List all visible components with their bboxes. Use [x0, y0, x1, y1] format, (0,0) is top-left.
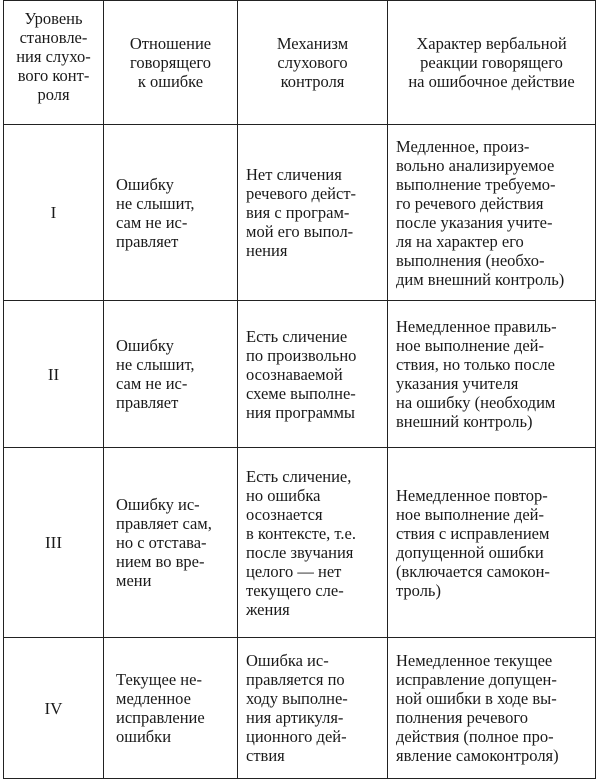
attitude-line: но с отстава-: [116, 533, 207, 552]
character-line: ствия, но только после: [396, 355, 555, 374]
header-character: [388, 1, 596, 125]
mechanism-line: целого — нет: [246, 561, 342, 581]
mechanism-line: осознаваемой: [246, 364, 343, 384]
character-line: дим внешний контроль): [396, 269, 565, 289]
mechanism-line: ствия: [246, 746, 285, 765]
character-line: выполнение требуемо-: [396, 174, 556, 194]
table-row: [4, 638, 596, 779]
character-line: ное выполнение дей-: [396, 336, 545, 355]
attitude-line: правляет: [116, 231, 179, 251]
mechanism-line: по произвольно: [246, 345, 357, 365]
auditory-control-table: [3, 0, 596, 779]
character-line: на ошибку (необходим: [396, 393, 556, 412]
header-level-line: становле-: [19, 28, 88, 47]
level-cell: [4, 301, 104, 448]
character-line: (включается самокон-: [396, 561, 550, 581]
mechanism-line: но ошибка: [246, 485, 321, 505]
character-line: ля на характер его: [396, 231, 524, 251]
character-line: исправление допущен-: [396, 670, 557, 689]
mechanism-line: ния артикуля-: [246, 708, 344, 727]
character-line: Немедленное текущее: [396, 651, 553, 670]
character-cell: [388, 638, 596, 779]
mechanism-line: мой его выпол-: [246, 222, 354, 241]
attitude-cell: [104, 448, 238, 638]
attitude-line: Ошибку: [116, 174, 174, 194]
attitude-line: сам не ис-: [116, 212, 188, 232]
mechanism-cell: [238, 448, 388, 638]
table-row: [4, 301, 596, 448]
character-line: вольно анализируемое: [396, 155, 555, 175]
level-label: I: [50, 203, 57, 222]
character-line: явление самоконтроля): [396, 746, 559, 765]
character-line: допущенной ошибки: [396, 542, 544, 562]
character-line: ной ошибки в ходе вы-: [396, 689, 557, 708]
character-line: ное выполнение дей-: [396, 504, 545, 524]
header-row: [4, 1, 596, 125]
header-attitude-line: к ошибке: [137, 72, 204, 91]
mechanism-cell: [238, 301, 388, 448]
mechanism-line: нения: [246, 241, 288, 260]
mechanism-cell: [238, 638, 388, 779]
mechanism-line: Ошибка ис-: [246, 651, 329, 670]
attitude-cell: [104, 125, 238, 301]
mechanism-line: правляется по: [246, 670, 345, 689]
mechanism-line: после звучания: [246, 542, 354, 562]
mechanism-line: Есть сличение: [246, 326, 348, 346]
mechanism-line: схеме выполне-: [246, 383, 356, 403]
attitude-cell: [104, 638, 238, 779]
mechanism-line: ционного дей-: [246, 727, 347, 746]
mechanism-line: Есть сличение,: [246, 466, 352, 486]
auditory-control-table-container: [3, 0, 595, 778]
header-attitude-line: Отношение: [129, 34, 212, 53]
header-level-line: роля: [37, 85, 70, 104]
mechanism-line: ния программы: [246, 402, 356, 422]
header-attitude-line: говорящего: [129, 53, 211, 72]
header-level-line: ния слухо-: [16, 47, 91, 66]
attitude-line: ошибки: [116, 727, 172, 746]
header-attitude: [104, 1, 238, 125]
character-line: ствия с исправлением: [396, 523, 550, 543]
character-line: Немедленное повтор-: [396, 485, 548, 505]
attitude-line: правляет сам,: [116, 514, 212, 533]
attitude-line: правляет: [116, 393, 179, 412]
table-row: [4, 448, 596, 638]
header-level: [4, 1, 104, 125]
mechanism-cell: [238, 125, 388, 301]
attitude-line: не слышит,: [116, 193, 195, 213]
mechanism-line: в контексте, т.е.: [246, 523, 356, 543]
header-mechanism: [238, 1, 388, 125]
attitude-line: мени: [116, 571, 152, 590]
character-line: Немедленное правиль-: [396, 317, 557, 336]
character-line: выполнения (необхо-: [396, 250, 545, 270]
header-character-line: на ошибочное действие: [408, 72, 575, 91]
mechanism-line: жения: [246, 599, 290, 619]
level-cell: [4, 448, 104, 638]
attitude-line: исправление: [116, 708, 205, 727]
header-mechanism-line: контроля: [280, 72, 345, 91]
character-line: указания учителя: [396, 374, 519, 393]
level-label: III: [45, 533, 62, 552]
header-mechanism-line: Механизм: [276, 34, 349, 53]
mechanism-line: осознается: [246, 504, 323, 524]
mechanism-line: вия с програм-: [246, 203, 350, 222]
character-line: внешний контроль): [396, 412, 533, 431]
attitude-line: Текущее не-: [116, 670, 202, 689]
level-cell: [4, 125, 104, 301]
attitude-line: Ошибку ис-: [116, 495, 200, 514]
header-level-line: вого конт-: [17, 66, 90, 85]
attitude-line: медленное: [116, 689, 191, 708]
mechanism-line: речевого дейст-: [246, 184, 357, 203]
attitude-line: Ошибку: [116, 336, 174, 355]
character-cell: [388, 125, 596, 301]
mechanism-line: Нет сличения: [246, 165, 342, 184]
character-line: троль): [396, 580, 441, 600]
character-line: действия (полное про-: [396, 727, 554, 746]
level-cell: [4, 638, 104, 779]
character-line: Медленное, произ-: [396, 136, 530, 156]
character-line: полнения речевого: [396, 708, 528, 727]
attitude-line: не слышит,: [116, 355, 195, 374]
mechanism-line: текущего сле-: [246, 580, 344, 600]
level-label: IV: [44, 698, 63, 718]
character-cell: [388, 448, 596, 638]
level-label: II: [47, 364, 60, 384]
mechanism-line: ходу выполне-: [246, 689, 348, 708]
attitude-line: нием во вре-: [116, 552, 205, 571]
attitude-line: сам не ис-: [116, 374, 188, 393]
character-line: после указания учите-: [396, 212, 553, 232]
table-row: [4, 125, 596, 301]
header-mechanism-line: слухового: [277, 53, 348, 72]
character-line: го речевого действия: [396, 193, 544, 213]
header-character-line: реакции говорящего: [420, 53, 563, 72]
attitude-cell: [104, 301, 238, 448]
character-cell: [388, 301, 596, 448]
header-character-line: Характер вербальной: [416, 34, 567, 53]
header-level-line: Уровень: [24, 9, 83, 28]
